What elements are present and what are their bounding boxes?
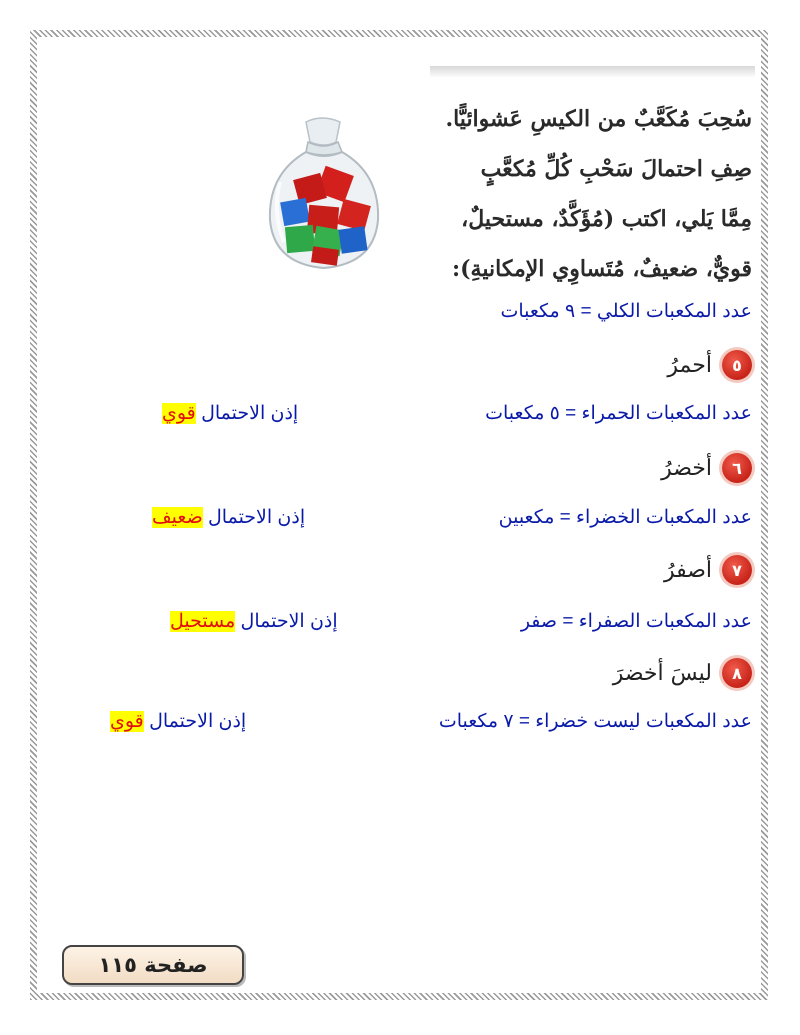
instructions <box>407 94 752 294</box>
not-green-count-line: عدد المكعبات ليست خضراء = ٧ مكعبات <box>438 711 752 732</box>
item-number-badge: ٦ <box>722 453 752 483</box>
probability-answer: مستحيل <box>170 611 236 632</box>
page-number-box <box>62 945 244 985</box>
item-green <box>661 453 752 483</box>
item-number-badge: ٨ <box>722 658 752 688</box>
item-label: ليسَ أخضرَ <box>612 660 712 686</box>
instruction-line-1: سُحِبَ مُكَعَّبٌ من الكيسِ عَشوائيًّا. <box>445 106 752 132</box>
item-number-badge: ٧ <box>722 555 752 585</box>
red-count-line: عدد المكعبات الحمراء = ٥ مكعبات <box>485 403 752 424</box>
probability-answer: قوي <box>110 711 144 732</box>
not-green-probability <box>110 710 246 733</box>
probability-prefix: إذن الاحتمال <box>201 403 299 424</box>
page-number: صفحة ١١٥ <box>98 953 208 977</box>
probability-prefix: إذن الاحتمال <box>240 611 338 632</box>
green-probability <box>152 506 305 529</box>
probability-answer: ضعيف <box>152 507 203 528</box>
yellow-count-line: عدد المكعبات الصفراء = صفر <box>520 611 752 632</box>
probability-prefix: إذن الاحتمال <box>207 507 306 528</box>
probability-prefix: إذن الاحتمال <box>149 711 247 732</box>
total-cubes-line: عدد المكعبات الكلي = ٩ مكعبات <box>500 301 752 322</box>
red-probability <box>162 402 298 425</box>
item-yellow <box>664 555 752 585</box>
probability-answer: قوي <box>162 403 196 424</box>
bag-of-cubes-icon <box>262 112 386 272</box>
item-label: أصفرُ <box>663 557 712 583</box>
instruction-line-2: صِفِ احتمالَ سَحْبِ كُلِّ مُكعَّبٍ <box>480 156 752 182</box>
item-label: أخضرُ <box>661 455 712 481</box>
instruction-line-3: مِمَّا يَلي، اكتب (مُؤَكَّدٌ، مستحيلٌ، <box>461 206 752 232</box>
instruction-line-4: قويٌّ، ضعيفٌ، مُتَساوِي الإمكانيةِ): <box>452 256 752 282</box>
header-shade <box>430 66 755 78</box>
item-not-green <box>613 658 752 688</box>
item-red <box>667 350 752 380</box>
item-number-badge: ٥ <box>722 350 752 380</box>
green-count-line: عدد المكعبات الخضراء = مكعبين <box>498 507 752 528</box>
yellow-probability <box>170 610 338 633</box>
item-label: أحمرُ <box>667 352 712 378</box>
